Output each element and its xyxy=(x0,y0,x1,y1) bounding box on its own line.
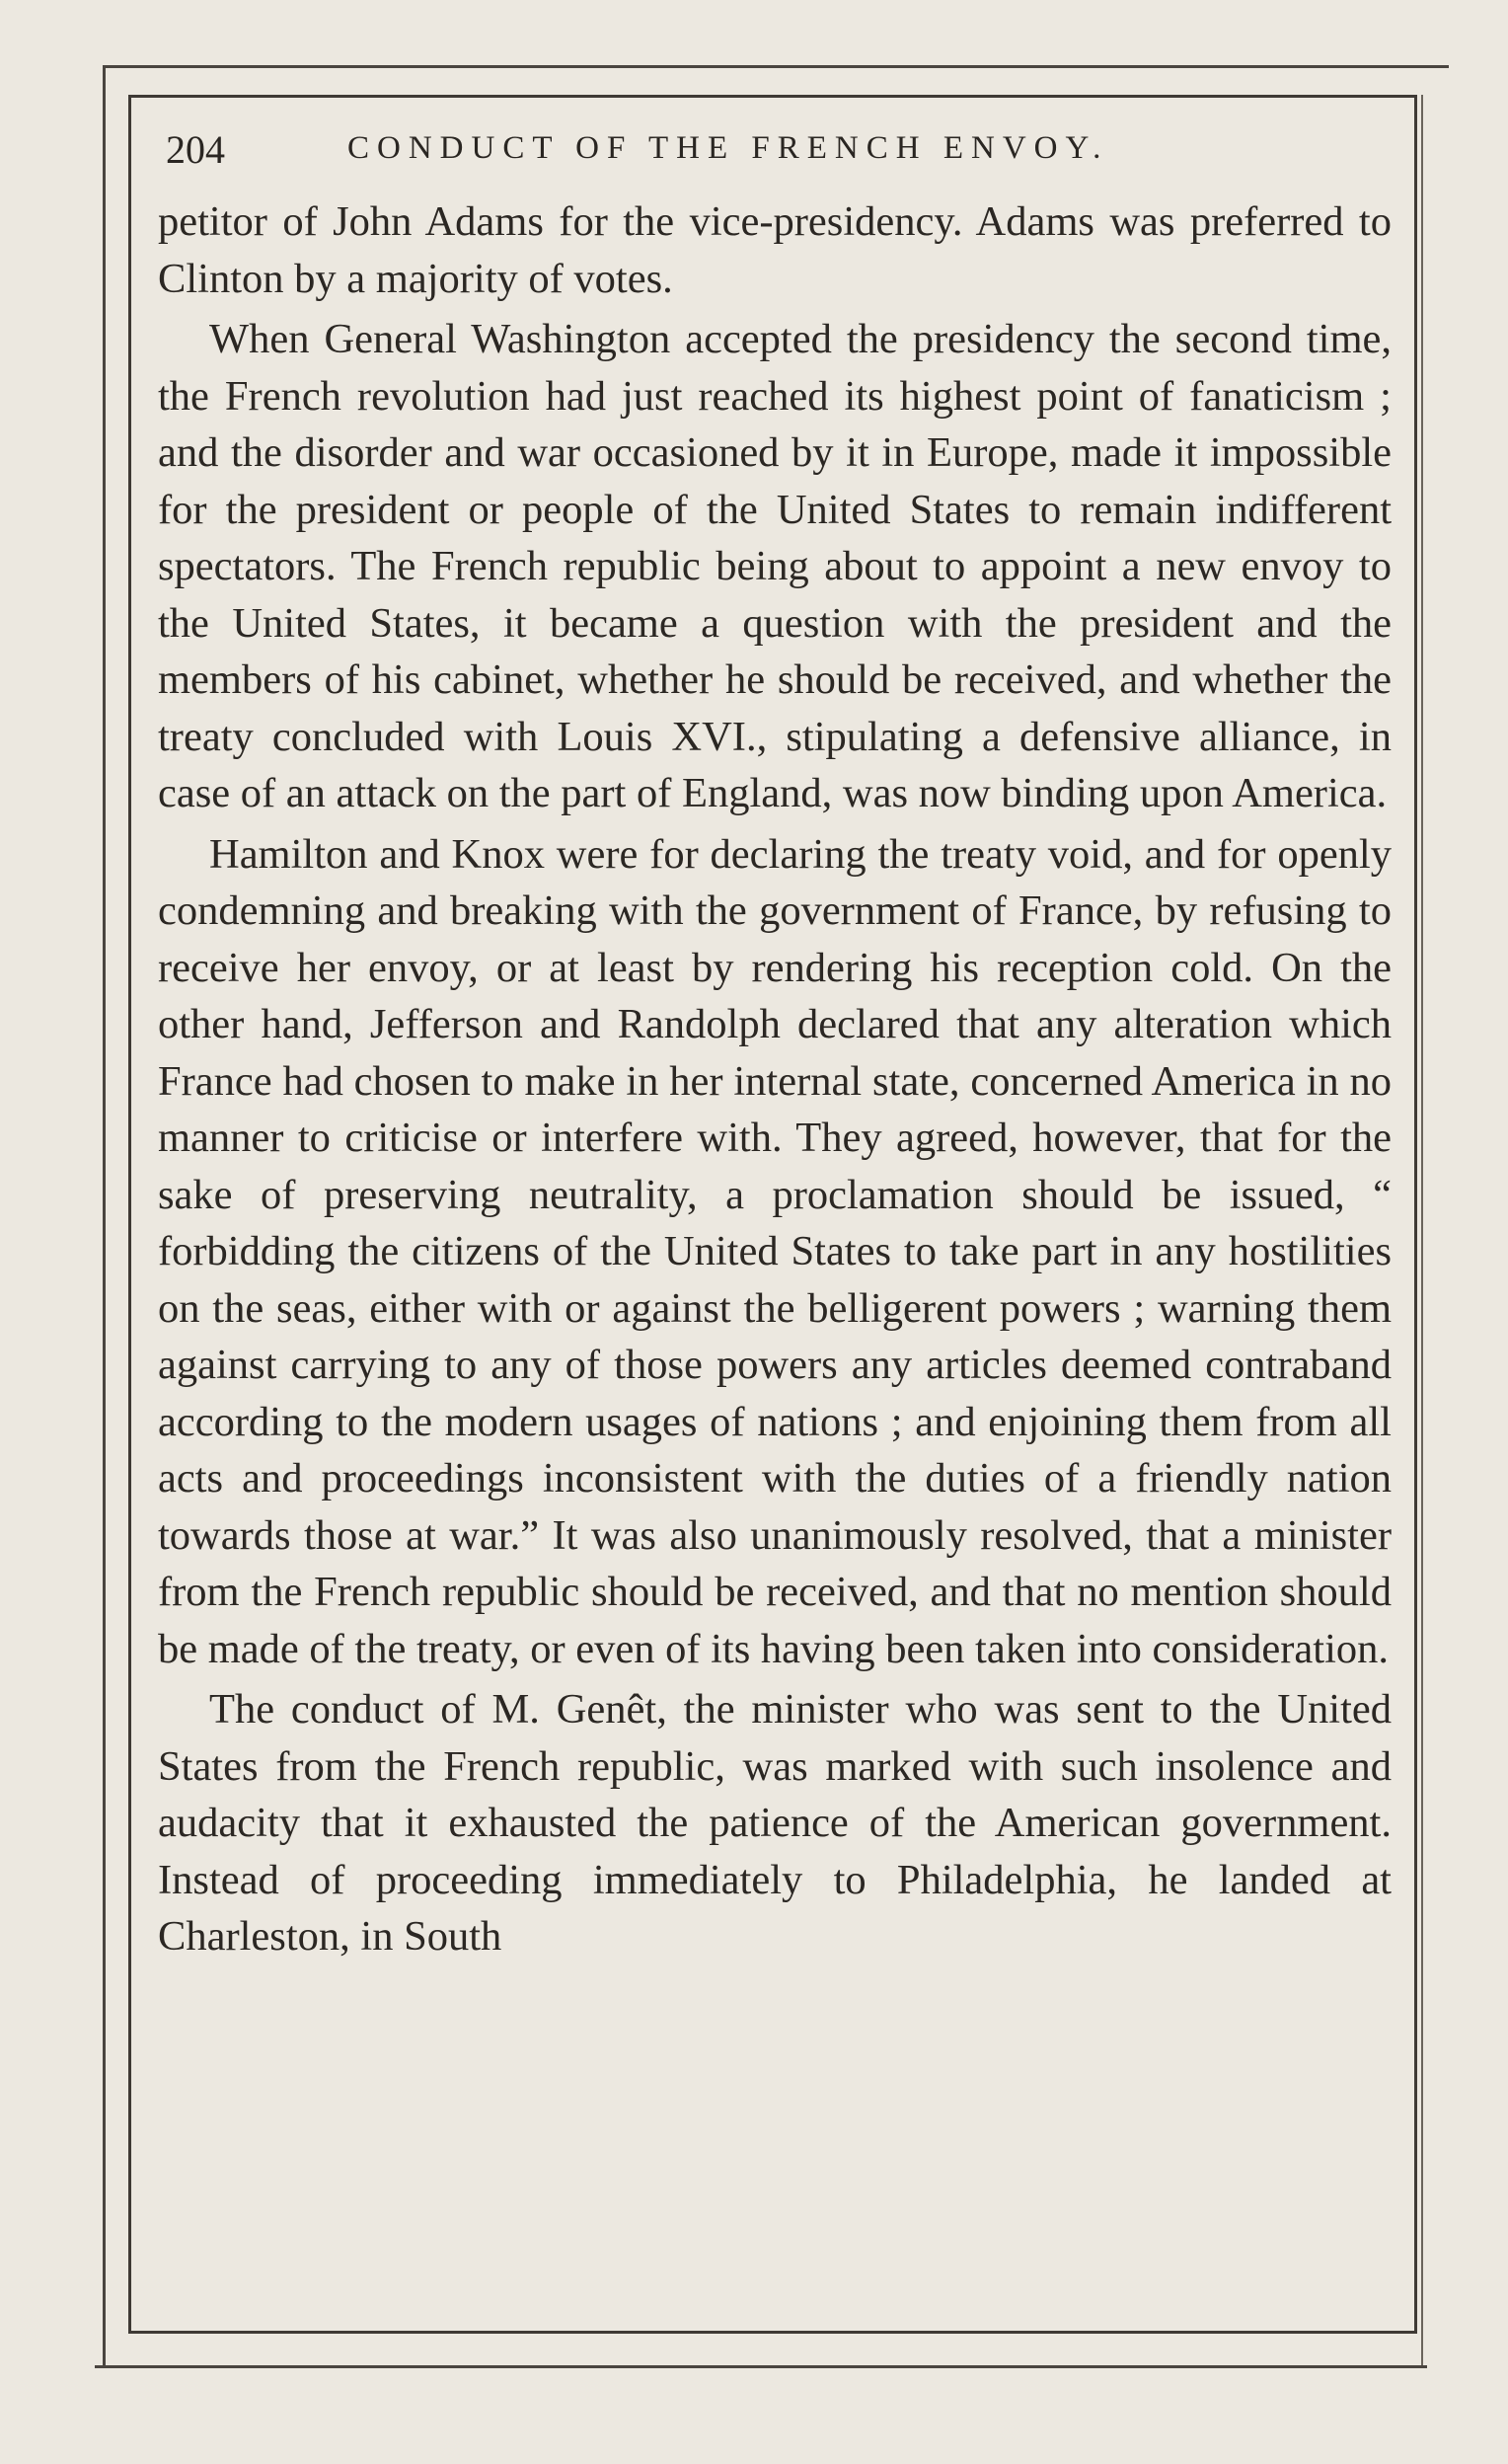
running-head: CONDUCT OF THE FRENCH ENVOY. xyxy=(347,130,1109,166)
paragraph-continuation: petitor of John Adams for the vice-presidency. Adams was preferred to Clinton by a majority of votes. xyxy=(158,198,1392,302)
outer-rule-left xyxy=(103,65,106,2365)
body-text xyxy=(158,193,1392,1965)
outer-rule-bottom xyxy=(95,2365,1427,2368)
page-number: 204 xyxy=(166,127,225,172)
paragraph: The conduct of M. Genêt, the minister who was sent to the United States from the French republic, was marked with such insolence and audacity that it exhausted the patience of the American government. Instead of proceeding immediately to Philadelphia, he landed at Charleston, in South xyxy=(158,1686,1392,1960)
outer-rule-top xyxy=(103,65,1449,68)
paragraph: When General Washington accepted the presidency the second time, the French revolution had just reached its highest point of fanaticism ; and the disorder and war occasioned by it in Europe, made it impossible for the president or people of the United States to remain indifferent spectators. The French republic being about to appoint a new envoy to the United States, it became a question with the president and the members of his cabinet, whether he should be received, and whether the treaty concluded with Louis XVI., stipulating a defensive alliance, in case of an attack on the part of England, was now binding upon America. xyxy=(158,316,1392,816)
right-rule xyxy=(1421,95,1423,2365)
paragraph: Hamilton and Knox were for declaring the treaty void, and for openly condemning and breaking with the government of France, by refusing to receive her envoy, or at least by rendering his reception cold. On the other hand, Jefferson and Randolph declared that any alteration which France had chosen to make in her internal state, concerned America in no manner to criticise or interfere with. They agreed, however, that for the sake of preserving neutrality, a proclamation should be issued, “ forbidding the citizens of the United States to take part in any hostilities on the seas, either with or against the belligerent powers ; warning them against carrying to any of those powers any articles deemed contraband according to the modern usages of nations ; and enjoining them from all acts and proceedings inconsistent with the duties of a friendly nation towards those at war.” It was also unanimously resolved, that a minister from the French republic should be received, and that no mention should be made of the treaty, or even of its having been taken into consideration. xyxy=(158,830,1392,1672)
page-header xyxy=(166,126,1399,182)
